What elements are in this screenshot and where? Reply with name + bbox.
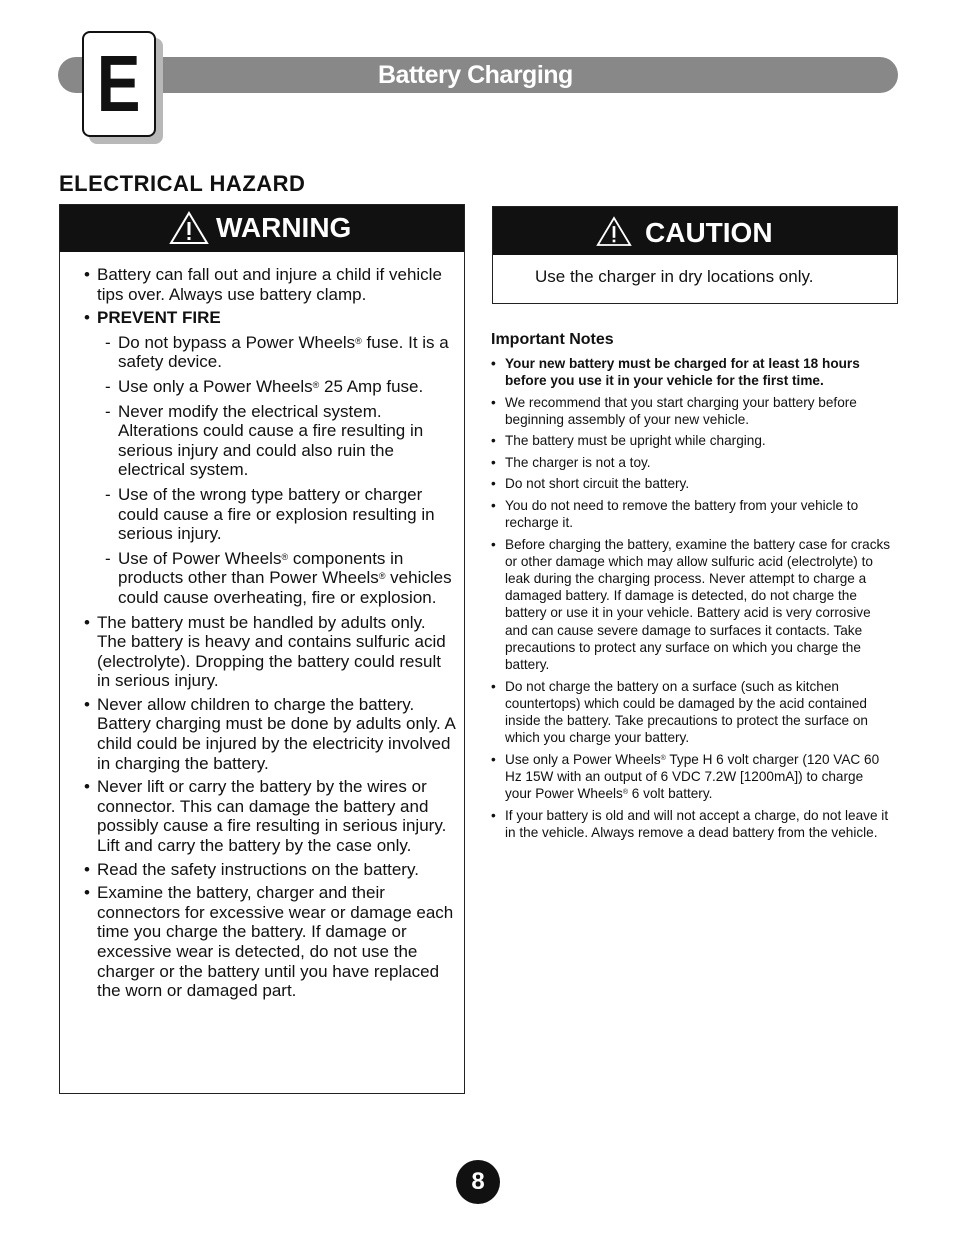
sub-list-item: - Use of the wrong type battery or charger could cause a fire or explosion resulting in serious injury. [105,485,458,544]
list-item: • If your battery is old and will not accept a charge, do not leave it in the vehicle. Always remove a dead battery from the vehicle. [491,807,891,841]
list-item: • Never allow children to charge the battery. Battery charging must be done by adults only. A child could be injured by the electricity involved in charging the battery. [84,695,458,773]
list-item: • Before charging the battery, examine the battery case for cracks or other damage which may allow sulfuric acid (electrolyte) to leak during the charging process. Never attempt to charge a damaged battery. If damage is detected, do not charge the battery or use it in your vehicle. Battery acid is very corrosive and can cause severe damage to surfaces it contacts. Take precautions to protect any surface on which you charge the battery. [491,536,891,674]
list-item: • Battery can fall out and injure a child if vehicle tips over. Always use battery clamp. [84,265,458,304]
registered-mark: ® [312,379,320,390]
prevent-fire-heading: PREVENT FIRE [97,308,221,328]
registered-mark: ® [378,571,386,582]
important-notes-list [491,355,891,845]
sub-list-item [105,377,458,397]
list-item-prevent-fire [84,308,458,607]
page-title: Battery Charging [378,61,573,89]
list-item: • Examine the battery, charger and their connectors for excessive wear or damage each time you charge the battery. If damage or excessive wear is detected, do not use the charger or the battery until you have replaced the worn or damaged part. [84,883,458,1001]
sub-list-item [105,333,458,372]
caution-header [493,207,897,255]
important-notes-title: Important Notes [491,331,614,348]
list-item-charger [491,751,891,803]
list-item: • Never lift or carry the battery by the wires or connector. This can damage the battery and possibly cause a fire resulting in serious injury. Lift and carry the battery by the case only. [84,777,458,855]
sub-list-item [105,549,458,608]
warning-triangle-icon [169,211,209,245]
caution-box [492,206,898,304]
page-number: 8 [456,1160,500,1204]
list-item: • The battery must be upright while charging. [491,432,891,449]
warning-box [59,204,465,1094]
sub-item-text: 25 Amp fuse. [319,376,424,396]
caution-label: CAUTION [645,217,773,248]
registered-mark: ® [660,754,666,762]
sub-item-text: Do not bypass a Power Wheels [118,332,356,352]
registered-mark: ® [281,551,289,562]
registered-mark: ® [622,789,629,797]
sub-item-text: fuse. It is a safety device. [118,332,449,372]
sub-list-item: - Never modify the electrical system. Alterations could cause a fire resulting in serious injury and could also ruin the electrical system. [105,402,458,480]
section-heading: ELECTRICAL HAZARD [59,171,306,196]
warning-header [60,205,464,252]
list-item: • The battery must be handled by adults only. The battery is heavy and contains sulfuric acid (electrolyte). Dropping the battery could result in serious injury. [84,613,458,691]
list-item: • We recommend that you start charging your battery before beginning assembly of your new vehicle. [491,394,891,428]
sub-item-text: Use only a Power Wheels [118,376,313,396]
section-tab [82,31,156,137]
warning-label: WARNING [216,212,352,243]
list-item: • Your new battery must be charged for at least 18 hours before you use it in your vehicle for the first time. [491,355,891,389]
list-item: • Do not charge the battery on a surface (such as kitchen countertops) which could be damaged by the acid contained inside the battery. Take precautions to protect the surface on which you charge your battery. [491,678,891,747]
charger-text: Use only a Power Wheels [505,751,661,767]
prevent-fire-list [105,333,458,608]
list-item: • Read the safety instructions on the battery. [84,860,458,880]
registered-mark: ® [355,335,362,346]
charger-text: 6 volt battery. [628,786,713,802]
caution-text: Use the charger in dry locations only. [535,267,814,286]
list-item: • The charger is not a toy. [491,454,891,471]
warning-list [84,265,458,1005]
charger-text: Type H 6 volt charger (120 VAC 60 Hz 15W with an output of 6 VDC 7.2W [1200mA]) to charge your Power Wheels [505,751,880,802]
sub-item-text: components in products other than Power Wheels [118,548,404,588]
sub-item-text: Use of Power Wheels [118,548,282,568]
list-item: • Do not short circuit the battery. [491,475,891,492]
list-item: • You do not need to remove the battery from your vehicle to recharge it. [491,497,891,531]
warning-triangle-icon [596,216,632,247]
section-tab-letter: E [97,39,141,128]
sub-item-text: vehicles could cause overheating, fire or explosion. [118,568,452,607]
